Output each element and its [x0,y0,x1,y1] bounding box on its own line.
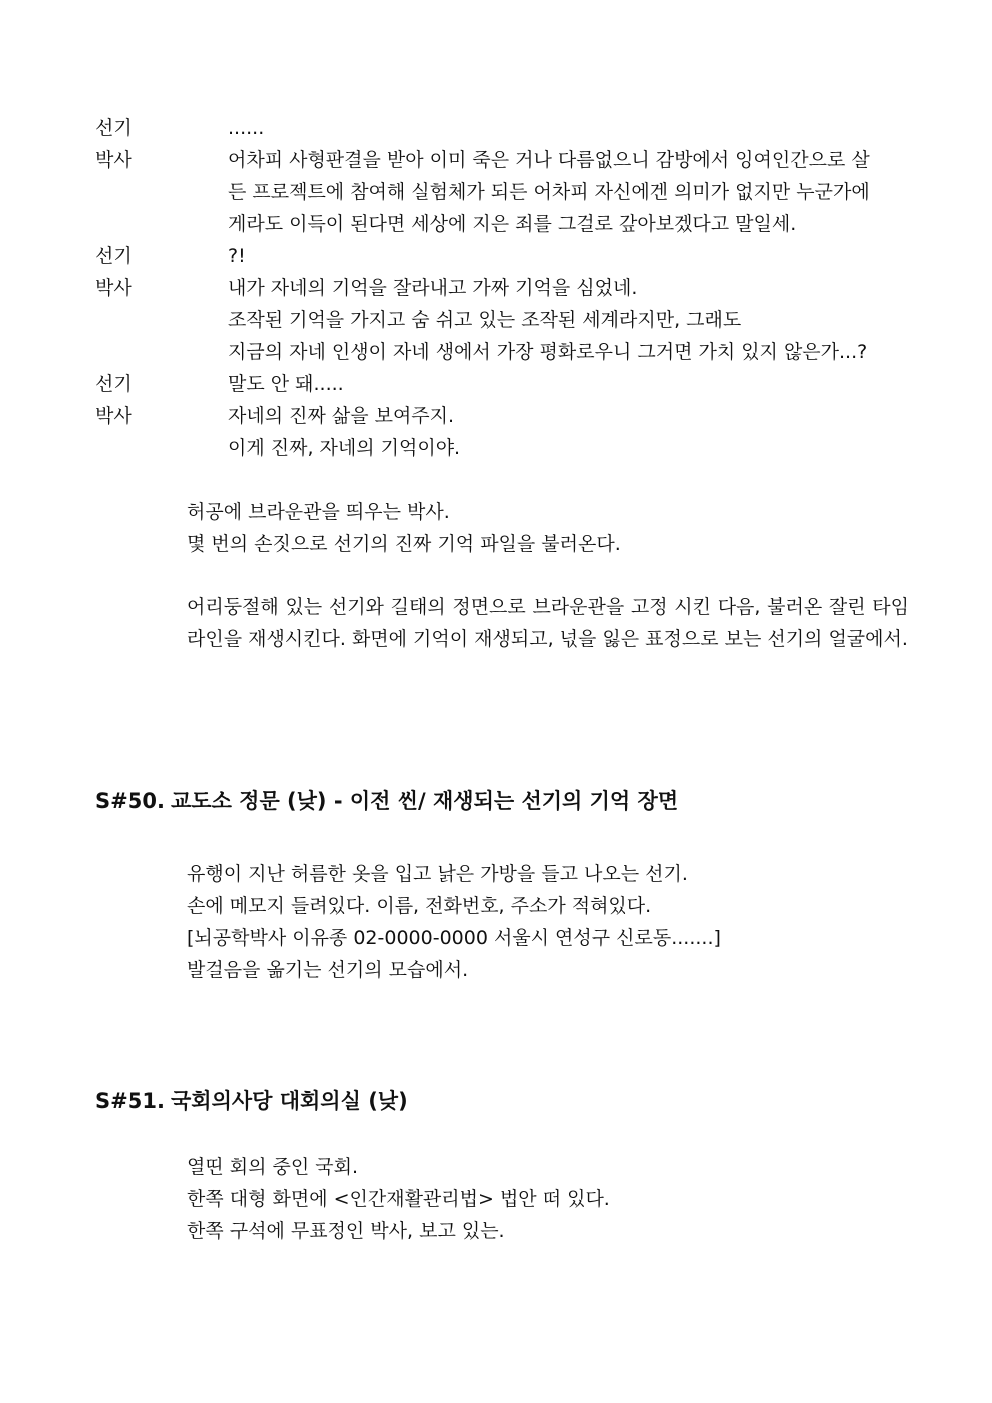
dialogue-text: 내가 자네의 기억을 잘라내고 가짜 기억을 심었네. [228,277,638,299]
dialogue-line [95,272,915,304]
dialogue-text: 자네의 진짜 삶을 보여주지. [228,405,455,427]
speaker-name: 박사 [95,149,132,171]
action-line: [뇌공학박사 이유종 02-0000-0000 서울시 연성구 신로동.......] [187,927,721,949]
action-line: 한쪽 구석에 무표정인 박사, 보고 있는. [187,1220,505,1242]
dialogue-line [95,176,915,208]
action-line: 열띤 회의 중인 국회. [187,1156,358,1178]
scene-heading [95,785,678,817]
dialogue-text: ...... [228,117,265,139]
action-line: 몇 번의 손짓으로 선기의 진짜 기억 파일을 불러온다. [187,533,621,555]
action-block [187,496,909,560]
scene-number: S#51. [95,1089,165,1113]
dialogue-text: 든 프로젝트에 참여해 실험체가 되든 어차피 자신에겐 의미가 없지만 누군가에 [228,181,870,203]
dialogue-line [95,208,915,240]
dialogue-text: 어차피 사형판결을 받아 이미 죽은 거나 다름없으니 감방에서 잉여인간으로 살 [228,149,870,171]
dialogue-text: ?! [228,245,246,267]
speaker-name: 선기 [95,373,132,395]
dialogue-text: 조작된 기억을 가지고 숨 쉬고 있는 조작된 세계라지만, 그래도 [228,309,742,331]
dialogue-text: 말도 안 돼..... [228,373,344,395]
dialogue-line [95,368,915,400]
dialogue-line [95,112,915,144]
dialogue-line [95,240,915,272]
action-line: 발걸음을 옮기는 선기의 모습에서. [187,959,469,981]
action-block [187,1151,909,1247]
action-line: 손에 메모지 들려있다. 이름, 전화번호, 주소가 적혀있다. [187,895,652,917]
action-line: 허공에 브라운관을 띄우는 박사. [187,501,450,523]
dialogue-text: 이게 진짜, 자네의 기억이야. [228,437,461,459]
speaker-name: 선기 [95,117,132,139]
dialogue-block [95,112,915,464]
speaker-name: 선기 [95,245,132,267]
action-paragraph: 어리둥절해 있는 선기와 길태의 정면으로 브라운관을 고정 시킨 다음, 불러온 잘린 타임라인을 재생시킨다. 화면에 기억이 재생되고, 넋을 잃은 표정으로 보는 선기의 얼굴에서. [187,596,909,650]
action-block [187,591,909,655]
scene-title: 국회의사당 대회의실 (낮) [171,1089,408,1113]
scene-title: 교도소 정문 (낮) - 이전 씬/ 재생되는 선기의 기억 장면 [171,789,679,813]
dialogue-line [95,304,915,336]
dialogue-line [95,400,915,432]
action-block [187,858,909,986]
dialogue-line [95,336,915,368]
dialogue-text: 게라도 이득이 된다면 세상에 지은 죄를 그걸로 갚아보겠다고 말일세. [228,213,797,235]
scene-number: S#50. [95,789,165,813]
speaker-name: 박사 [95,405,132,427]
scene-heading [95,1085,408,1117]
dialogue-line [95,432,915,464]
speaker-name: 박사 [95,277,132,299]
dialogue-line [95,144,915,176]
action-line: 한쪽 대형 화면에 <인간재활관리법> 법안 떠 있다. [187,1188,610,1210]
action-line: 유행이 지난 허름한 옷을 입고 낡은 가방을 들고 나오는 선기. [187,863,688,885]
dialogue-text: 지금의 자네 인생이 자네 생에서 가장 평화로우니 그거면 가치 있지 않은가...? [228,341,868,363]
